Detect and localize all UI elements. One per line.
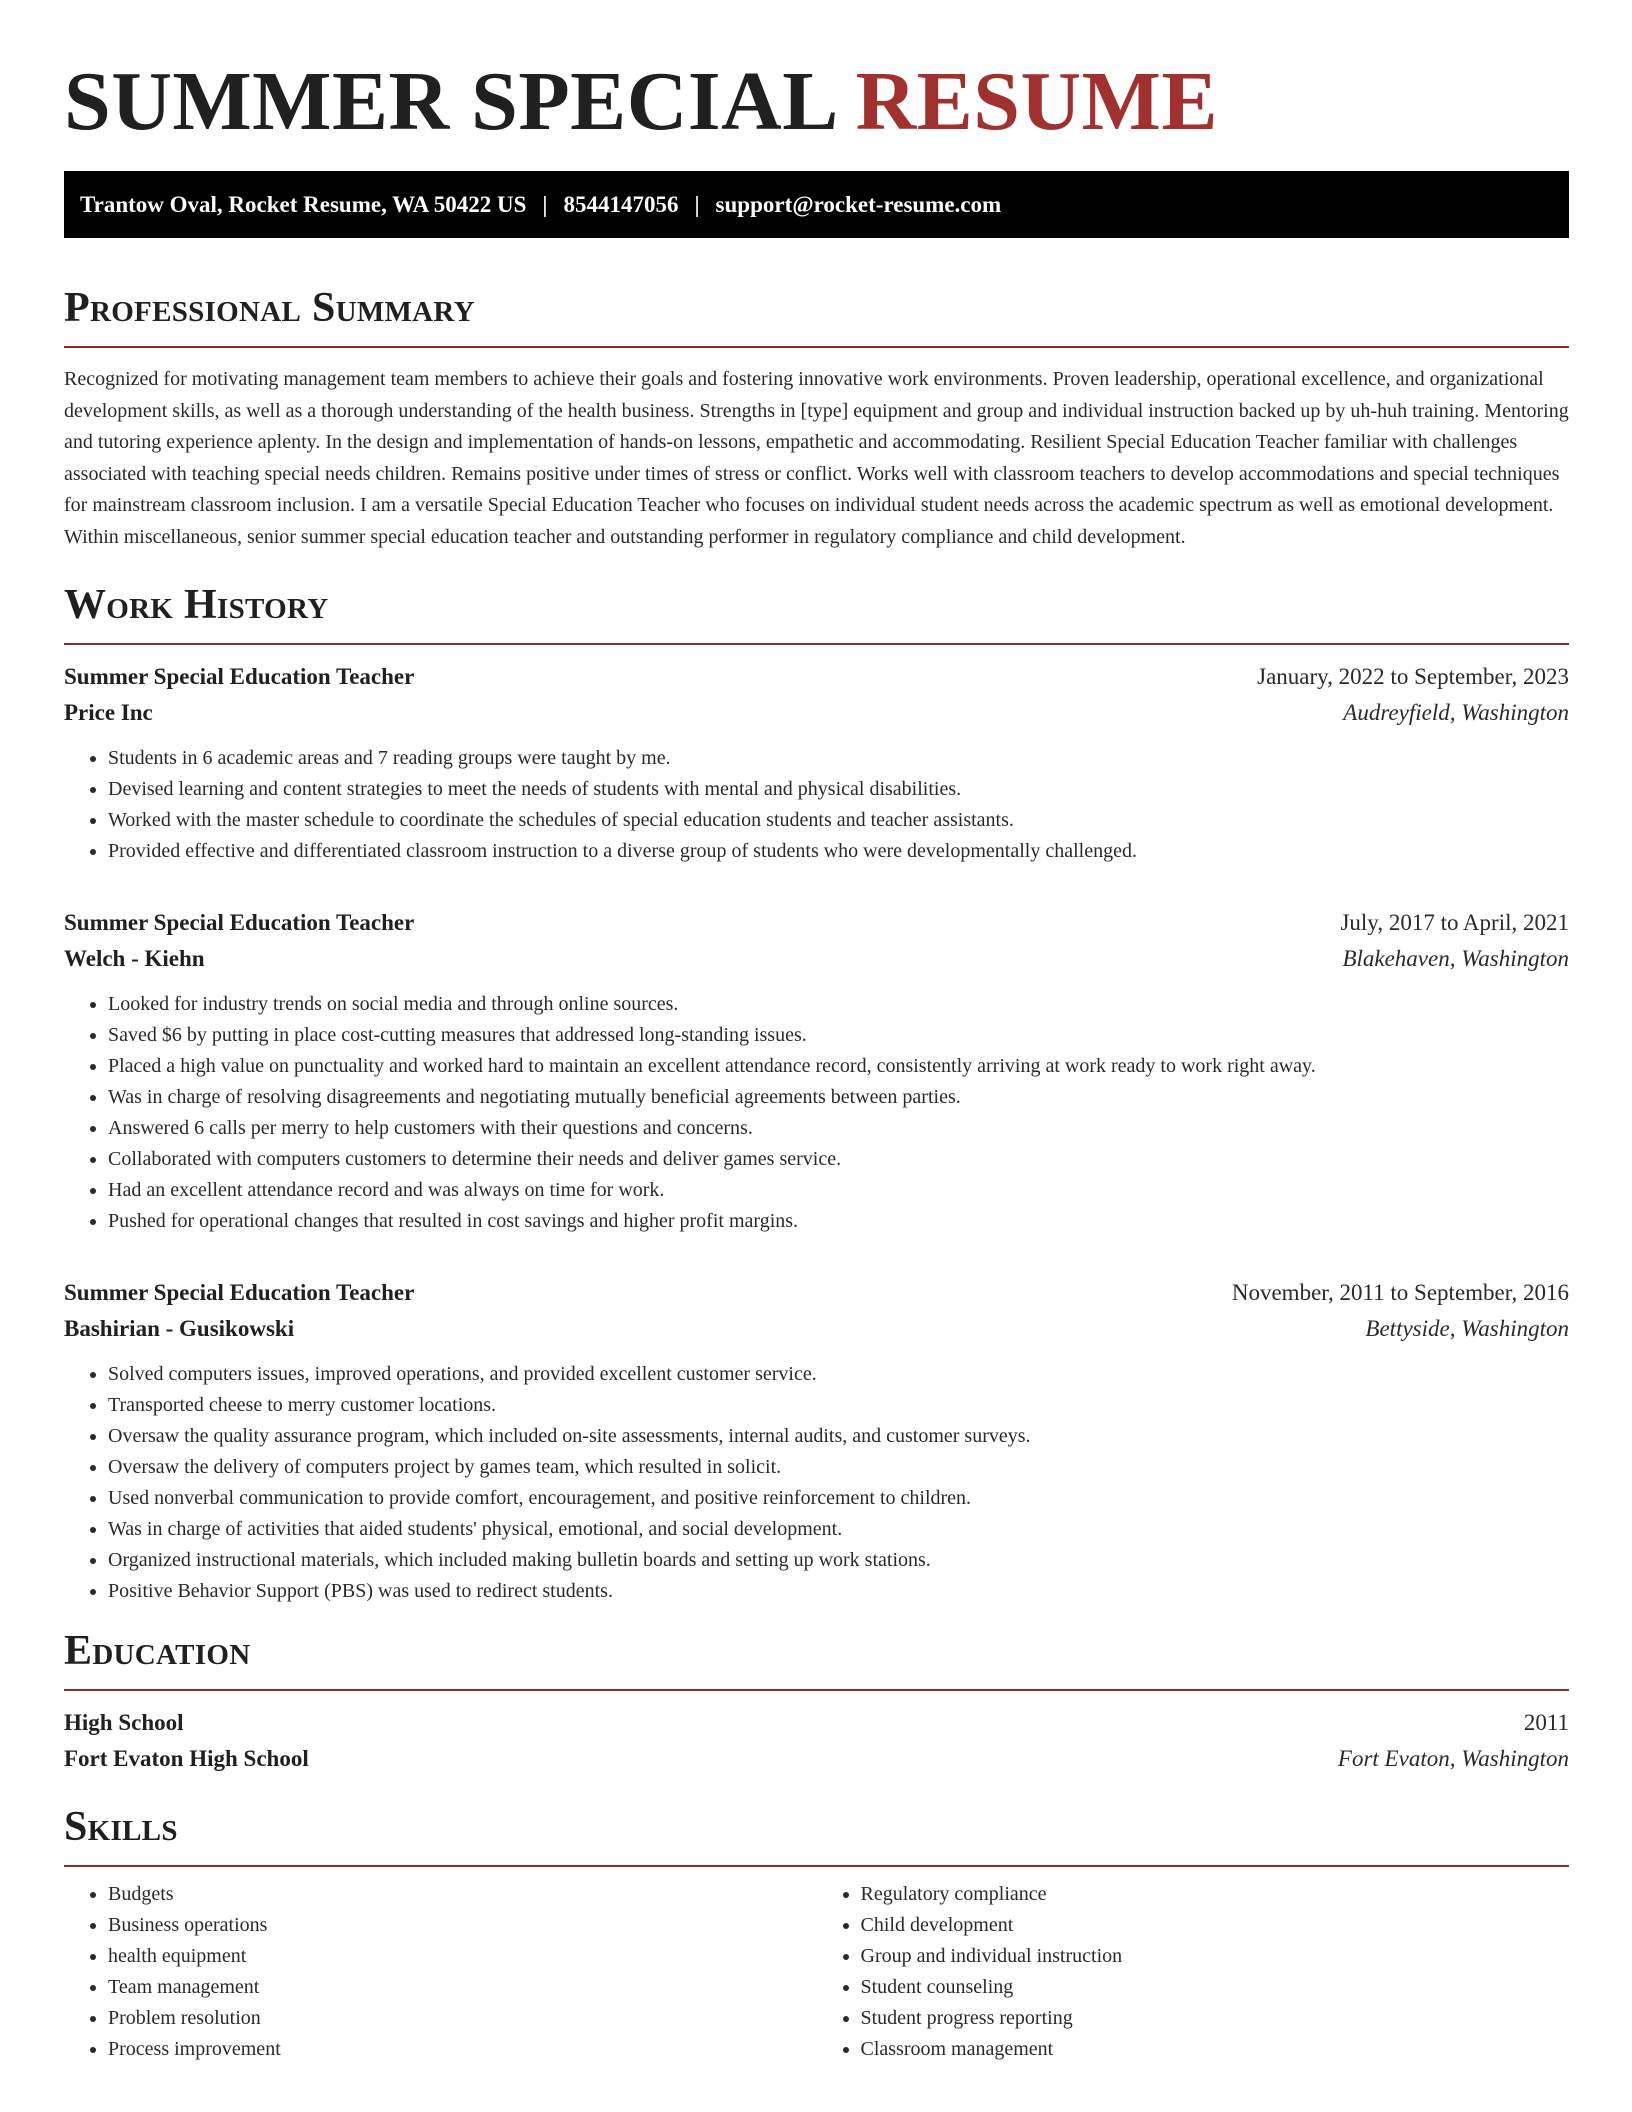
job-bullets (64, 1359, 1569, 1607)
job-location: Bettyside, Washington (1365, 1316, 1569, 1341)
skill-item: • Child development (861, 1910, 1570, 1941)
education-year: 2011 (1523, 1710, 1569, 1735)
name-part-1: SUMMER SPECIAL (64, 55, 835, 148)
contact-separator: | (694, 191, 700, 217)
job-role: Summer Special Education Teacher (64, 910, 415, 935)
job-dates: November, 2011 to September, 2016 (1231, 1280, 1569, 1305)
job-bullet: • Pushed for operational changes that resulted in cost savings and higher profit margins. (108, 1206, 1569, 1237)
skill-item: • Classroom management (861, 2034, 1570, 2065)
job-entry (64, 1275, 1569, 1607)
education-school: Fort Evaton High School (64, 1746, 309, 1771)
skills-list (64, 1879, 1569, 2065)
job-bullet: • Had an excellent attendance record and was always on time for work. (108, 1175, 1569, 1206)
job-bullet: • Placed a high value on punctuality and worked hard to maintain an excellent attendance record, consistently arriving at work ready to work right away. (108, 1051, 1569, 1082)
job-bullet: • Looked for industry trends on social media and through online sources. (108, 989, 1569, 1020)
job-bullet: • Transported cheese to merry customer locations. (108, 1390, 1569, 1421)
job-bullets (64, 743, 1569, 867)
job-bullet: • Provided effective and differentiated classroom instruction to a diverse group of students who were developmentally challenged. (108, 836, 1569, 867)
contact-separator: | (542, 191, 548, 217)
skill-item: • Process improvement (108, 2034, 817, 2065)
skill-item: • Group and individual instruction (861, 1941, 1570, 1972)
job-bullet: • Worked with the master schedule to coordinate the schedules of special education students and teacher assistants. (108, 805, 1569, 836)
resume-name-heading (64, 52, 1569, 152)
skill-item: • Student progress reporting (861, 2003, 1570, 2034)
job-location: Audreyfield, Washington (1343, 700, 1569, 725)
contact-address: Trantow Oval, Rocket Resume, WA 50422 US (80, 191, 527, 217)
skill-item: • Student counseling (861, 1972, 1570, 2003)
skill-item: • Regulatory compliance (861, 1879, 1570, 1910)
skill-item: • Budgets (108, 1879, 817, 1910)
name-part-2: RESUME (855, 55, 1218, 148)
job-location: Blakehaven, Washington (1342, 946, 1569, 971)
job-company: Bashirian - Gusikowski (64, 1316, 295, 1341)
job-bullet: • Oversaw the delivery of computers project by games team, which resulted in solicit. (108, 1452, 1569, 1483)
job-bullet: • Used nonverbal communication to provide comfort, encouragement, and positive reinforcement to children. (108, 1483, 1569, 1514)
job-bullet: • Was in charge of activities that aided students' physical, emotional, and social development. (108, 1514, 1569, 1545)
job-role: Summer Special Education Teacher (64, 664, 415, 689)
education-degree: High School (64, 1710, 184, 1735)
job-entry (64, 905, 1569, 1237)
job-bullet: • Students in 6 academic areas and 7 reading groups were taught by me. (108, 743, 1569, 774)
skill-item: • Problem resolution (108, 2003, 817, 2034)
summary-heading: Professional Summary (64, 284, 1569, 348)
contact-phone: 8544147056 (563, 191, 679, 217)
skills-column-left (64, 1879, 817, 2065)
job-bullet: • Solved computers issues, improved operations, and provided excellent customer service. (108, 1359, 1569, 1390)
job-bullet: • Positive Behavior Support (PBS) was used to redirect students. (108, 1576, 1569, 1607)
skill-item: • Team management (108, 1972, 817, 2003)
education-entry (64, 1705, 1569, 1777)
education-location: Fort Evaton, Washington (1337, 1746, 1569, 1771)
summary-text: Recognized for motivating management team members to achieve their goals and fostering innovative work environments. Proven leadership, operational excellence, and organizational development skills, as well as a thorough understanding of the health business. Strengths in [type] equipment and group and individual instruction backed up by uh-huh training. Mentoring and tutoring experience aplenty. In the design and implementation of hands-on lessons, empathetic and accommodating. Resilient Special Education Teacher familiar with challenges associated with teaching special needs children. Remains positive under times of stress or conflict. Works well with classroom teachers to develop accommodations and special techniques for mainstream classroom inclusion. I am a versatile Special Education Teacher who focuses on individual student needs across the academic spectrum as well as emotional development. Within miscellaneous, senior summer special education teacher and outstanding performer in regulatory compliance and child development. (64, 368, 1569, 548)
job-bullet: • Organized instructional materials, which included making bulletin boards and setting up work stations. (108, 1545, 1569, 1576)
skill-item: • health equipment (108, 1941, 817, 1972)
job-bullets (64, 989, 1569, 1237)
job-bullet: • Was in charge of resolving disagreements and negotiating mutually beneficial agreements between parties. (108, 1082, 1569, 1113)
job-bullet: • Devised learning and content strategies to meet the needs of students with mental and physical disabilities. (108, 774, 1569, 805)
job-bullet: • Collaborated with computers customers to determine their needs and deliver games service. (108, 1144, 1569, 1175)
contact-email: support@rocket-resume.com (715, 191, 1002, 217)
job-company: Price Inc (64, 700, 153, 725)
job-bullet: • Saved $6 by putting in place cost-cutting measures that addressed long-standing issues. (108, 1020, 1569, 1051)
skills-column-right (817, 1879, 1570, 2065)
job-dates: January, 2022 to September, 2023 (1257, 664, 1569, 689)
job-role: Summer Special Education Teacher (64, 1280, 415, 1305)
education-heading: Education (64, 1627, 1569, 1691)
job-company: Welch - Kiehn (64, 946, 205, 971)
job-entry (64, 659, 1569, 867)
job-bullet: • Oversaw the quality assurance program, which included on-site assessments, internal audits, and customer surveys. (108, 1421, 1569, 1452)
skill-item: • Business operations (108, 1910, 817, 1941)
work-history-heading: Work History (64, 581, 1569, 645)
skills-heading: Skills (64, 1803, 1569, 1867)
job-bullet: • Answered 6 calls per merry to help customers with their questions and concerns. (108, 1113, 1569, 1144)
job-dates: July, 2017 to April, 2021 (1340, 910, 1569, 935)
contact-bar (64, 171, 1569, 238)
